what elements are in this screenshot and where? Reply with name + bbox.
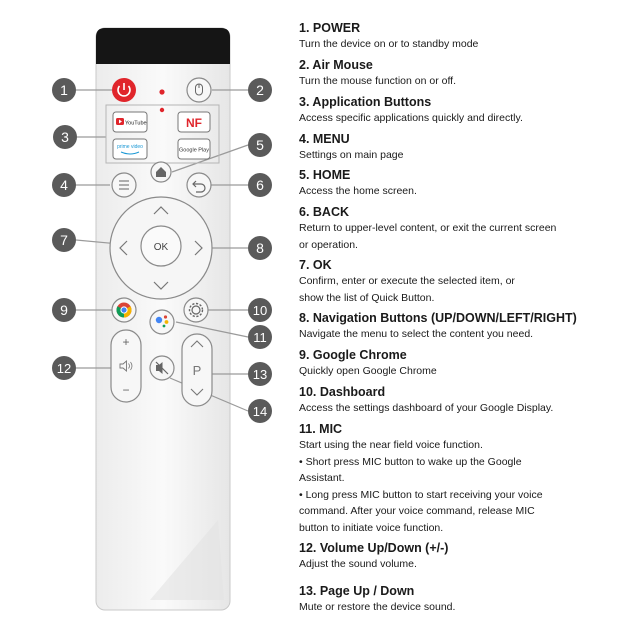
item-title: 3. Application Buttons (299, 95, 432, 109)
item-title: 8. Navigation Buttons (UP/DOWN/LEFT/RIGHT) (299, 311, 577, 325)
item-title: 5. HOME (299, 168, 351, 182)
item-title: 2. Air Mouse (299, 58, 373, 72)
item-desc-line: Access specific applications quickly and directly. (299, 112, 523, 124)
item-desc-line: Access the settings dashboard of your Google Display. (299, 402, 554, 414)
item-air-mouse (299, 57, 635, 90)
home-button[interactable] (151, 162, 171, 182)
volume-minus-label: − (122, 383, 130, 397)
youtube-label: YouTube (125, 120, 147, 127)
item-desc-line: Adjust the sound volume. (299, 558, 417, 570)
item-desc-line: Assistant. (299, 472, 345, 485)
mute-button[interactable] (150, 356, 174, 380)
callout-number: 5 (256, 137, 264, 153)
item-title: 6. BACK (299, 205, 350, 219)
google-play-label: Google Play (179, 147, 209, 154)
item-desc-line: command. After your voice command, release MIC (299, 505, 535, 518)
item-desc-line: Start using the near field voice function. (299, 439, 483, 451)
google-play-button[interactable] (178, 139, 210, 159)
callout-badge (52, 298, 76, 322)
item-desc-line: Quickly open Google Chrome (299, 365, 437, 377)
callout-badge (248, 298, 272, 322)
page-rocker[interactable] (182, 334, 212, 406)
item-title: 12. Volume Up/Down (+/-) (299, 541, 449, 555)
item-home (299, 167, 635, 200)
netflix-label: NF (186, 116, 202, 130)
callout-number: 1 (60, 82, 68, 98)
netflix-button[interactable] (178, 112, 210, 132)
item-application-buttons (299, 94, 635, 127)
callout-badge (52, 78, 76, 102)
dashboard-button[interactable] (184, 298, 208, 322)
item-dashboard (299, 384, 635, 417)
item-desc-line: Mute or restore the device sound. (299, 601, 456, 613)
power-button[interactable] (112, 78, 136, 102)
chrome-button[interactable] (112, 298, 136, 322)
callout-number: 7 (60, 232, 68, 248)
item-ok (299, 257, 635, 306)
ok-button[interactable] (141, 226, 181, 266)
callout-number: 11 (253, 330, 267, 345)
item-desc-line: Confirm, enter or execute the selected item, or (299, 275, 515, 287)
callout-badge (248, 236, 272, 260)
item-desc-line: Return to upper-level content, or exit the current screen (299, 222, 557, 234)
callout-badge (53, 125, 77, 149)
callout-badge (52, 356, 76, 380)
callout-badge (248, 78, 272, 102)
item-desc-line: • Short press MIC button to wake up the Google (299, 455, 522, 468)
item-desc-line: Navigate the menu to select the content you need. (299, 328, 534, 340)
item-title: 4. MENU (299, 132, 350, 146)
callout-badge (248, 362, 272, 386)
item-page-up-down (299, 583, 635, 616)
callout-number: 13 (252, 367, 268, 382)
callout-number: 12 (56, 361, 72, 376)
power-indicator-led (159, 89, 164, 94)
item-navigation-buttons (299, 310, 635, 343)
callout-badge (52, 173, 76, 197)
callout-badge (52, 228, 76, 252)
callout-badge (248, 325, 272, 349)
item-desc-line: Turn the mouse function on or off. (299, 75, 457, 87)
item-title: 10. Dashboard (299, 385, 386, 399)
prime-video-button[interactable] (113, 139, 147, 159)
back-button[interactable] (187, 173, 211, 197)
item-desc-line: • Long press MIC button to start receiving your voice (299, 488, 543, 501)
mic-button[interactable] (150, 310, 174, 334)
callout-badge (248, 399, 272, 423)
item-desc-line: Turn the device on or to standby mode (299, 38, 479, 50)
item-desc-line: show the list of Quick Button. (299, 291, 435, 304)
ok-label: OK (153, 242, 169, 253)
callout-number: 10 (252, 303, 268, 318)
item-desc-line: Settings on main page (299, 149, 404, 161)
item-mic (299, 421, 635, 537)
callout-number: 3 (61, 129, 69, 145)
item-title: 1. POWER (299, 21, 361, 35)
remote-top-panel (96, 28, 230, 64)
item-power (299, 20, 635, 53)
item-desc-line: or operation. (299, 238, 358, 251)
callout-number: 8 (256, 240, 264, 256)
youtube-button[interactable] (113, 112, 147, 132)
item-menu (299, 131, 635, 164)
air-mouse-button[interactable] (187, 78, 211, 102)
item-desc-line: Access the home screen. (299, 185, 417, 197)
item-title: 9. Google Chrome (299, 348, 407, 362)
mic-indicator-led (160, 108, 164, 112)
item-google-chrome (299, 347, 635, 380)
volume-plus-label: + (122, 335, 130, 349)
page-label: P (192, 363, 202, 378)
callout-number: 9 (60, 302, 68, 318)
callout-badge (248, 133, 272, 157)
item-desc-line: button to initiate voice function. (299, 521, 444, 534)
menu-button[interactable] (112, 173, 136, 197)
item-back (299, 204, 635, 253)
item-title: 7. OK (299, 258, 332, 272)
callout-number: 2 (256, 82, 264, 98)
callout-number: 4 (60, 177, 68, 193)
item-title: 13. Page Up / Down (299, 584, 415, 598)
callout-badge (248, 173, 272, 197)
callout-number: 6 (256, 177, 264, 193)
prime-video-label: prime video (117, 144, 143, 150)
item-title: 11. MIC (299, 422, 343, 436)
volume-rocker[interactable] (111, 330, 141, 402)
item-volume (299, 540, 635, 573)
callout-number: 14 (252, 404, 268, 419)
